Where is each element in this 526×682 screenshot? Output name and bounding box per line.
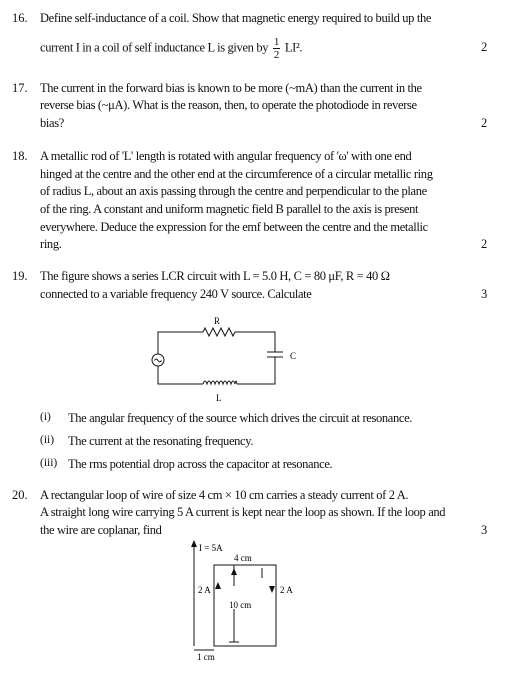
lcr-circuit-diagram xyxy=(140,312,310,404)
fraction xyxy=(273,36,280,61)
sub-question-number: (ii) xyxy=(40,434,55,446)
question-number: 20. xyxy=(12,488,28,502)
right-current-label: 2 A xyxy=(280,585,293,595)
marks: 2 xyxy=(481,116,488,130)
wire xyxy=(158,332,203,354)
question-text-line: ring. xyxy=(40,237,62,251)
question-text-line: bias? xyxy=(40,116,64,130)
question-text-line: everywhere. Deduce the expression for the emf between the centre and the metallic xyxy=(40,220,428,234)
formula-text: LI². xyxy=(284,40,303,55)
question-text-line: The figure shows a series LCR circuit with L = 5.0 H, C = 80 μF, R = 40 Ω xyxy=(40,269,390,283)
marks: 2 xyxy=(481,237,488,251)
sub-question-text: The current at the resonating frequency. xyxy=(68,434,254,448)
sub-question-text: The angular frequency of the source which drives the circuit at resonance. xyxy=(68,411,413,425)
question-text-line: A rectangular loop of wire of size 4 cm × 10 cm carries a steady current of 2 A. xyxy=(40,488,409,502)
question-number: 19. xyxy=(12,269,28,283)
capacitor-label: C xyxy=(290,351,297,361)
left-current-label: 2 A xyxy=(198,585,211,595)
ac-wave-icon xyxy=(155,359,162,362)
inductor-label: L xyxy=(216,393,222,403)
question-number: 18. xyxy=(12,149,28,163)
loop-current-arrow-icon xyxy=(215,582,221,589)
wire xyxy=(158,366,203,384)
question-text-line: A straight long wire carrying 5 A current is kept near the loop as shown. If the loop and xyxy=(40,505,446,519)
question-text-line: A metallic rod of 'L' length is rotated with angular frequency of 'ω' with one end xyxy=(40,149,412,163)
question-text-line: hinged at the centre and the other end at the circumference of a circular metallic ring xyxy=(40,167,433,181)
question-number: 16. xyxy=(12,11,28,25)
dimension-arrow-icon xyxy=(231,568,237,575)
sub-question-number: (i) xyxy=(40,411,51,423)
question-text-line: connected to a variable frequency 240 V source. Calculate xyxy=(40,287,312,301)
sub-question-number: (iii) xyxy=(40,457,58,469)
loop-and-wire-figure xyxy=(185,538,320,662)
question-text-line xyxy=(40,36,302,61)
loop-current-arrow-icon xyxy=(269,586,275,593)
resistor-symbol xyxy=(203,328,235,336)
fraction-numerator: 1 xyxy=(273,36,280,48)
fraction-denominator: 2 xyxy=(273,49,280,61)
width-label: 4 cm xyxy=(234,553,252,563)
question-text-line: The current in the forward bias is known to be more (~mA) than the current in the xyxy=(40,81,422,95)
wire xyxy=(237,357,275,384)
wire xyxy=(235,332,275,352)
marks: 3 xyxy=(481,523,488,537)
wire-current-label: I = 5A xyxy=(199,543,223,553)
question-text-line: Define self-inductance of a coil. Show that magnetic energy required to build up the xyxy=(40,11,432,25)
question-text-line: reverse bias (~μA). What is the reason, then, to operate the photodiode in reverse xyxy=(40,98,417,112)
resistor-label: R xyxy=(214,316,221,326)
sub-question-text: The rms potential drop across the capacitor at resonance. xyxy=(68,457,333,471)
question-number: 17. xyxy=(12,81,28,95)
marks: 3 xyxy=(481,287,488,301)
gap-label: 1 cm xyxy=(197,652,215,662)
question-text-line: of the ring. A constant and uniform magnetic field B parallel to the axis is present xyxy=(40,202,419,216)
inductor-symbol xyxy=(203,381,237,384)
question-text: current I in a coil of self inductance L is given by xyxy=(40,40,269,55)
wire-current-arrow-icon xyxy=(191,540,197,547)
question-text-line: of radius L, about an axis passing through the centre and perpendicular to the plane xyxy=(40,184,427,198)
question-text-line: the wire are coplanar, find xyxy=(40,523,162,537)
height-label: 10 cm xyxy=(229,600,252,610)
marks: 2 xyxy=(481,40,488,54)
